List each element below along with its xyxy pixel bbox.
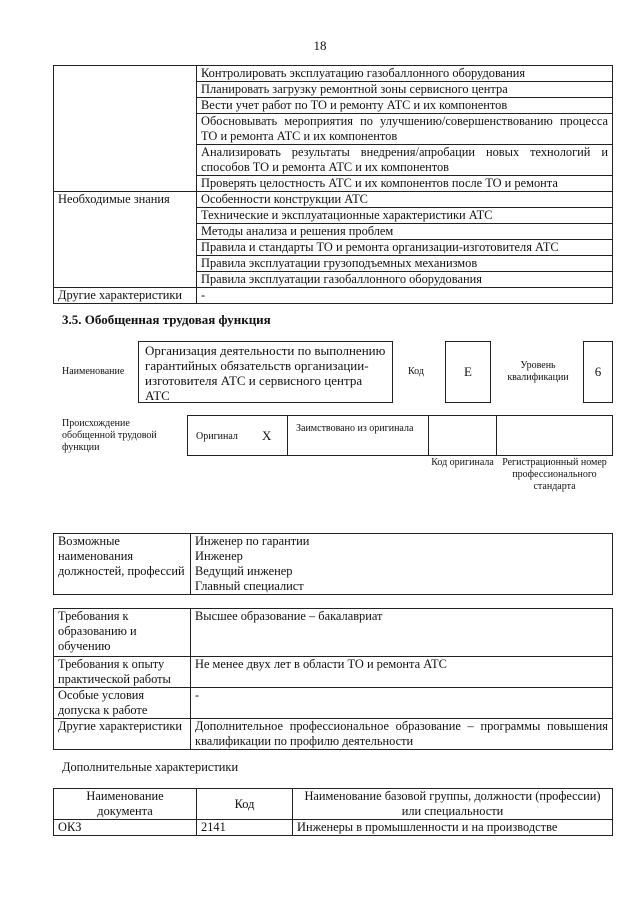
additional-table bbox=[53, 788, 613, 836]
knowledge-item: Правила и стандарты ТО и ремонта организации-изготовителя АТС bbox=[197, 240, 613, 256]
origin-label: Происхождение обобщенной трудовой функции bbox=[62, 418, 157, 453]
original-mark: X bbox=[262, 428, 272, 443]
name-label: Наименование bbox=[62, 366, 125, 377]
requirement-label: Другие характеристики bbox=[54, 719, 191, 750]
header-group: Наименование базовой группы, должности (профессии) или специальности bbox=[293, 789, 613, 820]
code-label: Код bbox=[408, 366, 424, 377]
knowledge-item: Правила эксплуатации грузоподъемных механизмов bbox=[197, 256, 613, 272]
requirement-value: Высшее образование – бакалавриат bbox=[191, 609, 613, 657]
requirement-label: Требования к образованию и обучению bbox=[54, 609, 191, 657]
position-item: Ведущий инженер bbox=[195, 564, 293, 578]
header-document: Наименование документа bbox=[54, 789, 197, 820]
requirement-value: Дополнительное профессиональное образование – программы повышения квалификации по профилю деятельности bbox=[191, 719, 613, 750]
position-item: Инженер bbox=[195, 549, 243, 563]
actions-label-cell bbox=[54, 66, 197, 192]
positions-list bbox=[191, 534, 613, 595]
level-label: Уровень квалификации bbox=[507, 360, 569, 383]
code-original-label: Код оригинала bbox=[431, 457, 494, 468]
row-group: Инженеры в промышленности и на производстве bbox=[293, 820, 613, 836]
row-code: 2141 bbox=[197, 820, 293, 836]
code-original-cell bbox=[428, 415, 497, 456]
section-heading: 3.5. Обобщенная трудовая функция bbox=[62, 312, 271, 327]
row-document: ОКЗ bbox=[54, 820, 197, 836]
page-number: 18 bbox=[313, 38, 327, 53]
other-label: Другие характеристики bbox=[54, 288, 197, 304]
requirement-value: - bbox=[191, 688, 613, 719]
function-name-box: Организация деятельности по выполнению гарантийных обязательств организации-изготовителя АТС и сервисного центра АТС bbox=[138, 341, 393, 403]
requirement-label: Особые условия допуска к работе bbox=[54, 688, 191, 719]
level-value: 6 bbox=[583, 341, 613, 403]
action-item: Контролировать эксплуатацию газобаллонного оборудования bbox=[197, 66, 613, 82]
action-item: Проверять целостность АТС и их компонентов после ТО и ремонта bbox=[197, 176, 613, 192]
original-label: Оригинал bbox=[196, 431, 238, 442]
knowledge-item: Особенности конструкции АТС bbox=[197, 192, 613, 208]
requirements-table bbox=[53, 608, 613, 750]
knowledge-item: Технические и эксплуатационные характеристики АТС bbox=[197, 208, 613, 224]
code-value: E bbox=[445, 341, 491, 403]
position-item: Инженер по гарантии bbox=[195, 534, 310, 548]
other-value: - bbox=[197, 288, 613, 304]
header-code: Код bbox=[197, 789, 293, 820]
positions-table bbox=[53, 533, 613, 595]
skills-table bbox=[53, 65, 613, 304]
requirement-value: Не менее двух лет в области ТО и ремонта АТС bbox=[191, 657, 613, 688]
position-item: Главный специалист bbox=[195, 579, 304, 593]
knowledge-label: Необходимые знания bbox=[54, 192, 197, 288]
reg-number-label: Регистрационный номер профессионального стандарта bbox=[502, 457, 607, 492]
action-item: Планировать загрузку ремонтной зоны сервисного центра bbox=[197, 82, 613, 98]
knowledge-item: Методы анализа и решения проблем bbox=[197, 224, 613, 240]
requirement-label: Требования к опыту практической работы bbox=[54, 657, 191, 688]
action-item: Вести учет работ по ТО и ремонту АТС и их компонентов bbox=[197, 98, 613, 114]
original-cell bbox=[187, 415, 288, 456]
action-item: Обосновывать мероприятия по улучшению/совершенствованию процесса ТО и ремонта АТС и их компонентов bbox=[197, 114, 613, 145]
knowledge-item: Правила эксплуатации газобаллонного оборудования bbox=[197, 272, 613, 288]
additional-heading: Дополнительные характеристики bbox=[62, 760, 239, 774]
reg-number-cell bbox=[496, 415, 613, 456]
action-item: Анализировать результаты внедрения/апробации новых технологий и способов ТО и ремонта АТС и их компонентов bbox=[197, 145, 613, 176]
positions-label: Возможные наименования должностей, профессий bbox=[54, 534, 191, 595]
borrowed-cell: Заимствовано из оригинала bbox=[287, 415, 429, 456]
